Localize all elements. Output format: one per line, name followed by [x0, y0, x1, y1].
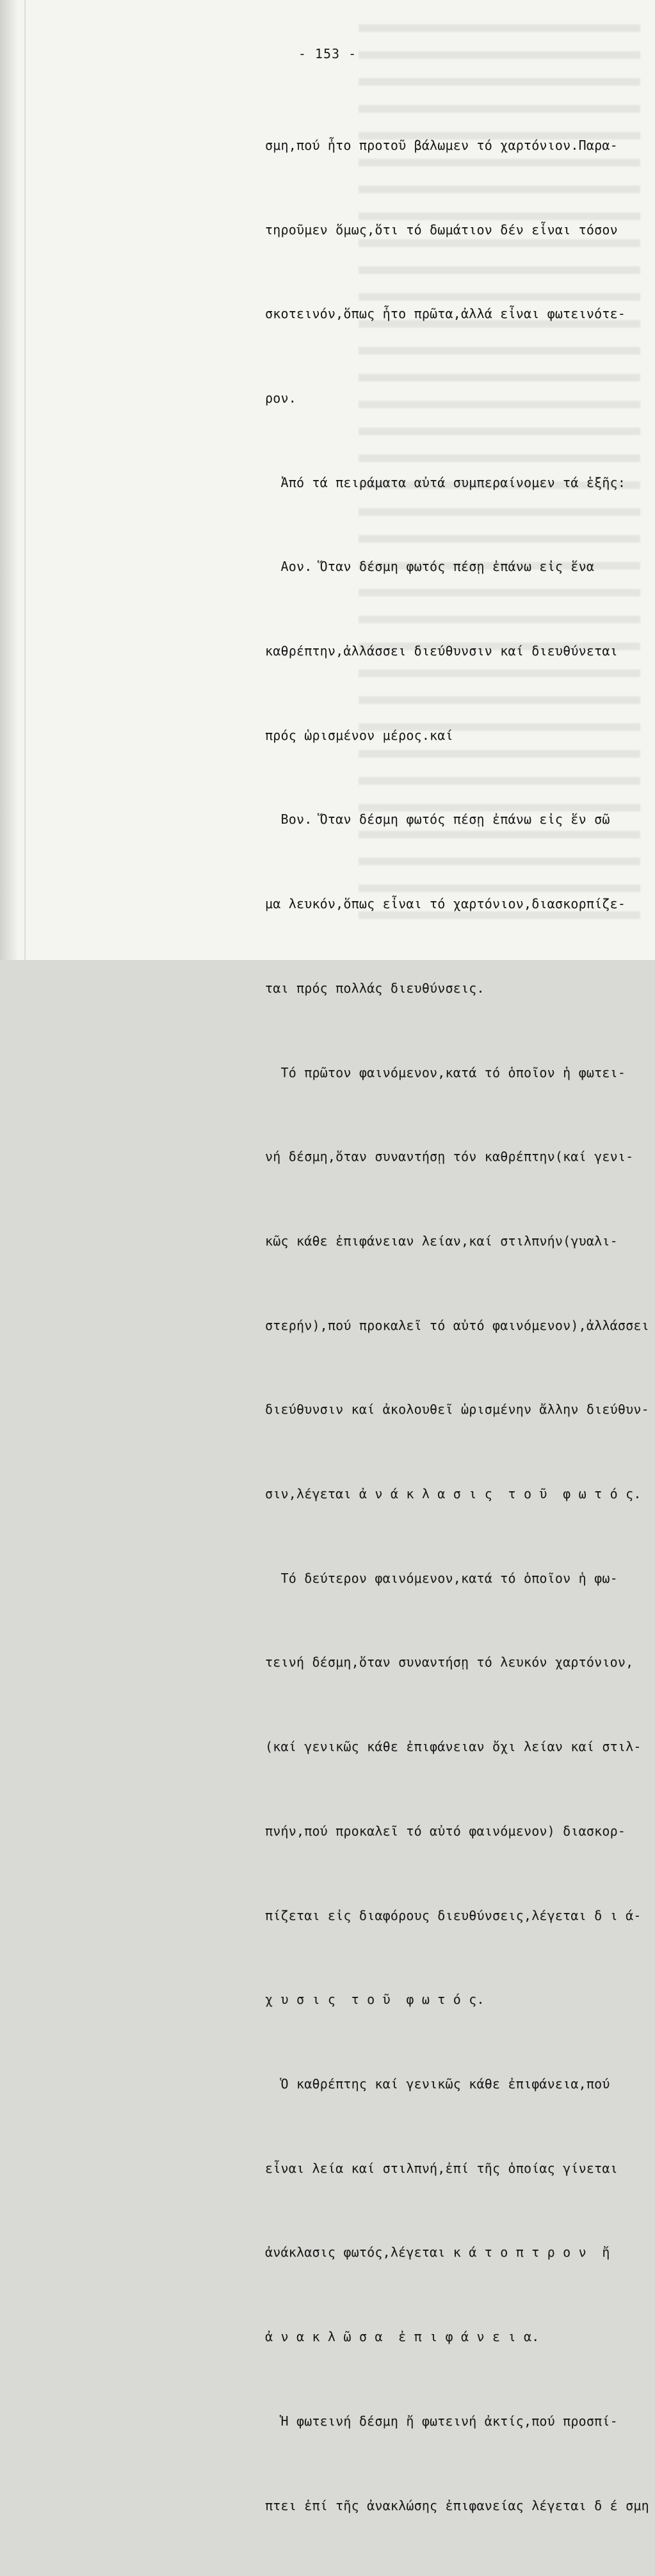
text-line: καθρέπτην,ἀλλάσσει διεύθυνσιν καί διευθύνεται: [265, 643, 618, 659]
text-line: Τό πρῶτον φαινόμενον,κατά τό ὁποῖον ἡ φωτει-: [265, 1064, 626, 1080]
text-line: πτει ἐπί τῆς ἀνακλώσης ἐπιφανείας λέγεται δ έ σμη: [265, 2497, 649, 2513]
text-line: ται πρός πολλάς διευθύνσεις.: [265, 980, 485, 996]
text-line: εἶναι λεία καί στιλπνή,ἐπί τῆς ὁποίας γίνεται: [265, 2160, 618, 2176]
text-line: διεύθυνσιν καί ἀκολουθεῖ ὡρισμένην ἄλλην διεύθυν-: [265, 1402, 649, 1418]
body-text: [265, 76, 649, 2576]
page-left-edge: [0, 0, 17, 960]
text-line: τεινή δέσμη,ὅταν συναντήσῃ τό λευκόν χαρτόνιον,: [265, 1654, 634, 1670]
text-line: πρός ὡρισμένον μέρος.καί: [265, 727, 453, 743]
text-line: Ἀπό τά πειράματα αὐτά συμπεραίνομεν τά ἑξῆς:: [265, 474, 626, 490]
text-line: ρον.: [265, 390, 296, 406]
text-line: πίζεται εἰς διαφόρους διευθύνσεις,λέγεται δ ι ά-: [265, 1907, 642, 1923]
text-line: σμη,πού ἦτο προτοῦ βάλωμεν τό χαρτόνιον.Παρα-: [265, 137, 618, 153]
text-line: (καί γενικῶς κάθε ἐπιφάνειαν ὄχι λείαν καί στιλ-: [265, 1739, 642, 1755]
text-line: Ἡ φωτεινή δέσμη ἤ φωτεινή ἀκτίς,πού προσπί-: [265, 2413, 618, 2429]
text-line: σιν,λέγεται ἀ ν ά κ λ α σ ι ς τ ο ῦ φ ω τ ό ς.: [265, 1486, 642, 1502]
text-line: ἀ ν α κ λ ῶ σ α ἐ π ι φ ά ν ε ι α.: [265, 2329, 540, 2345]
text-line: ἀνάκλασις φωτός,λέγεται κ ά τ ο π τ ρ ο ν ἤ: [265, 2244, 610, 2260]
text-line: Αον. Ὅταν δέσμη φωτός πέσῃ ἐπάνω εἰς ἕνα: [265, 559, 595, 575]
text-line: σκοτεινόν,ὅπως ἦτο πρῶτα,ἀλλά εἶναι φωτεινότε-: [265, 306, 626, 322]
text-line: Βον. Ὅταν δέσμη φωτός πέσῃ ἐπάνω εἰς ἕν σῶ: [265, 812, 610, 828]
text-line: πνήν,πού προκαλεῖ τό αὐτό φαινόμενον) διασκορ-: [265, 1823, 626, 1839]
text-line: νή δέσμη,ὅταν συναντήσῃ τόν καθρέπτην(καί γενι-: [265, 1149, 634, 1165]
text-line: κῶς κάθε ἐπιφάνειαν λείαν,καί στιλπνήν(γυαλι-: [265, 1233, 618, 1249]
page-number: - 153 -: [298, 46, 357, 61]
text-line: χ υ σ ι ς τ ο ῦ φ ω τ ό ς.: [265, 1992, 485, 2008]
page-fold-line: [24, 0, 26, 960]
text-line: μα λευκόν,ὅπως εἶναι τό χαρτόνιον,διασκορπίζε-: [265, 896, 626, 912]
text-line: Ὁ καθρέπτης καί γενικῶς κάθε ἐπιφάνεια,πού: [265, 2076, 610, 2092]
text-line: τηροῦμεν ὅμως,ὅτι τό δωμάτιον δέν εἶναι τόσον: [265, 221, 618, 237]
text-line: στερήν),πού προκαλεῖ τό αὐτό φαινόμενον),ἀλλάσσει: [265, 1317, 649, 1333]
text-line: Τό δεύτερον φαινόμενον,κατά τό ὁποῖον ἡ φω-: [265, 1570, 618, 1586]
